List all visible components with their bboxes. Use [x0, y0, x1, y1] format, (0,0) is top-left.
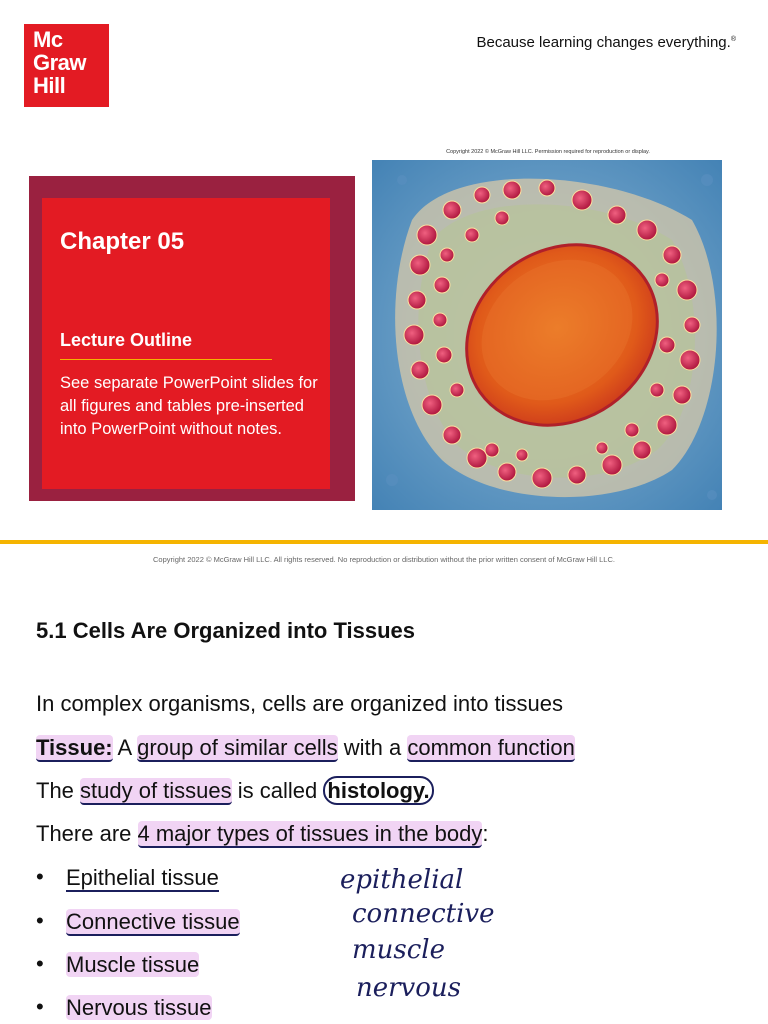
text-fragment: with a: [337, 735, 408, 760]
slide-bottom-bar: [0, 540, 768, 544]
handwritten-word: nervous: [356, 973, 461, 1003]
handwritten-word: epithelial: [340, 865, 464, 895]
lecture-outline-heading: Lecture Outline: [60, 330, 193, 350]
text-fragment: is called: [231, 778, 324, 803]
bullet-connective: [66, 909, 240, 935]
logo-line: Mc: [33, 27, 63, 52]
bullet-muscle: [66, 952, 199, 978]
text-fragment: :: [482, 821, 489, 846]
types-line: [36, 821, 488, 847]
handwritten-word: connective: [352, 899, 495, 929]
histology-line: [36, 778, 434, 804]
types-phrase: 4 major types of tissues in the body: [137, 821, 483, 846]
bullet-glyph: •: [36, 908, 44, 933]
bullet-glyph: •: [36, 951, 44, 976]
bullet-glyph: •: [36, 994, 44, 1019]
text-fragment: A: [112, 735, 138, 760]
bullet-label: Connective tissue: [66, 909, 240, 934]
study-phrase: study of tissues: [80, 778, 232, 803]
mcgraw-hill-logo: [24, 24, 109, 107]
histology-term: histology.: [323, 776, 433, 805]
bullet-epithelial: [66, 865, 219, 891]
title-panel: [42, 198, 330, 489]
tagline: [476, 34, 736, 51]
function-phrase: common function: [407, 735, 575, 760]
tissue-definition: [36, 735, 575, 761]
bullet-label: Muscle tissue: [66, 952, 200, 977]
bullet-label: Nervous tissue: [66, 995, 212, 1020]
text-fragment: The: [36, 778, 81, 803]
bullet-nervous: [66, 995, 212, 1021]
bullet-label: Epithelial tissue: [66, 865, 219, 890]
bullet-glyph: •: [36, 864, 44, 889]
handwritten-word: muscle: [352, 935, 446, 965]
logo-line: Graw: [33, 50, 87, 75]
group-phrase: group of similar cells: [137, 735, 338, 760]
tissue-term: Tissue:: [36, 735, 113, 760]
tagline-text: Because learning changes everything.: [476, 34, 731, 51]
text-fragment: There are: [36, 821, 138, 846]
divider: [60, 359, 272, 360]
footer-copyright: Copyright 2022 © McGraw Hill LLC. All rights reserved. No reproduction or distribution without the prior written consent of McGraw Hill LLC.: [153, 555, 615, 564]
handwritten-notes: [330, 860, 530, 1010]
lecture-description: See separate PowerPoint slides for all figures and tables pre-inserted into PowerPoint without notes.: [60, 374, 318, 438]
chapter-title: Chapter 05: [60, 228, 185, 255]
cell-micrograph-image: [372, 160, 722, 510]
registered-mark: ®: [730, 36, 736, 43]
section-title: 5.1 Cells Are Organized into Tissues: [36, 618, 416, 643]
intro-line: In complex organisms, cells are organized into tissues: [36, 691, 564, 716]
logo-line: Hill: [33, 73, 66, 98]
image-copyright: Copyright 2022 © McGraw Hill LLC. Permission required for reproduction or display.: [446, 149, 650, 155]
